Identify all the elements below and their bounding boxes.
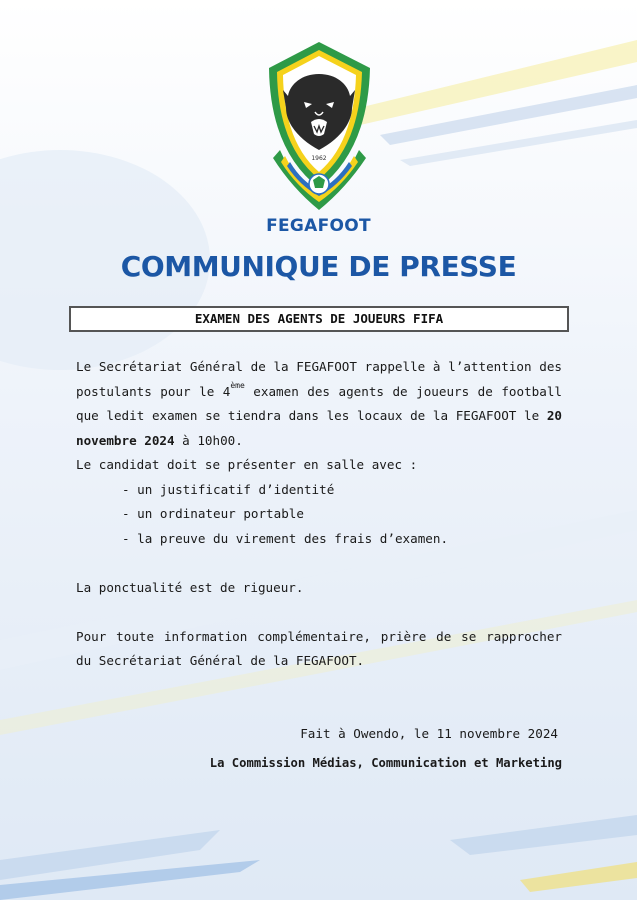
announcement-text-3: à 10h00. (174, 432, 243, 448)
fegafoot-crest-logo (262, 38, 377, 218)
crest-year-text: 1962 (311, 155, 327, 162)
brand-name: FEGAFOOT (266, 216, 371, 236)
list-item: - un ordinateur portable (122, 506, 304, 521)
requirements-list (76, 478, 562, 552)
paragraph-punctuality: La ponctualité est de rigueur. (76, 579, 304, 595)
announcement-text-2: examen des agents de joueurs de football que ledit examen se tiendra dans les locaux de la FEGAFOOT le (76, 383, 562, 423)
list-item: - la preuve du virement des frais d’examen. (122, 530, 449, 546)
place-date: Fait à Owendo, le 11 novembre 2024 (300, 726, 558, 741)
ordinal-superscript: ème (230, 381, 245, 391)
exam-date: 20 novembre 2024 (76, 408, 562, 448)
signature: La Commission Médias, Communication et Marketing (209, 756, 562, 770)
announcement-text-1: Le Secrétariat Général de la FEGAFOOT rappelle à l’attention des postulants pour le 4 (76, 359, 562, 399)
list-item: - un justificatif d’identité (122, 481, 335, 497)
page-title: COMMUNIQUE DE PRESSE (120, 250, 517, 283)
paragraph-contact: Pour toute information complémentaire, prière de se rapprocher du Secrétariat Général de la FEGAFOOT. (76, 628, 562, 668)
paragraph-announcement (76, 355, 562, 453)
body-text (76, 355, 562, 674)
paragraph-requirements: Le candidat doit se présenter en salle avec : (76, 457, 418, 472)
subject-box: EXAMEN DES AGENTS DE JOUEURS FIFA (69, 306, 569, 332)
